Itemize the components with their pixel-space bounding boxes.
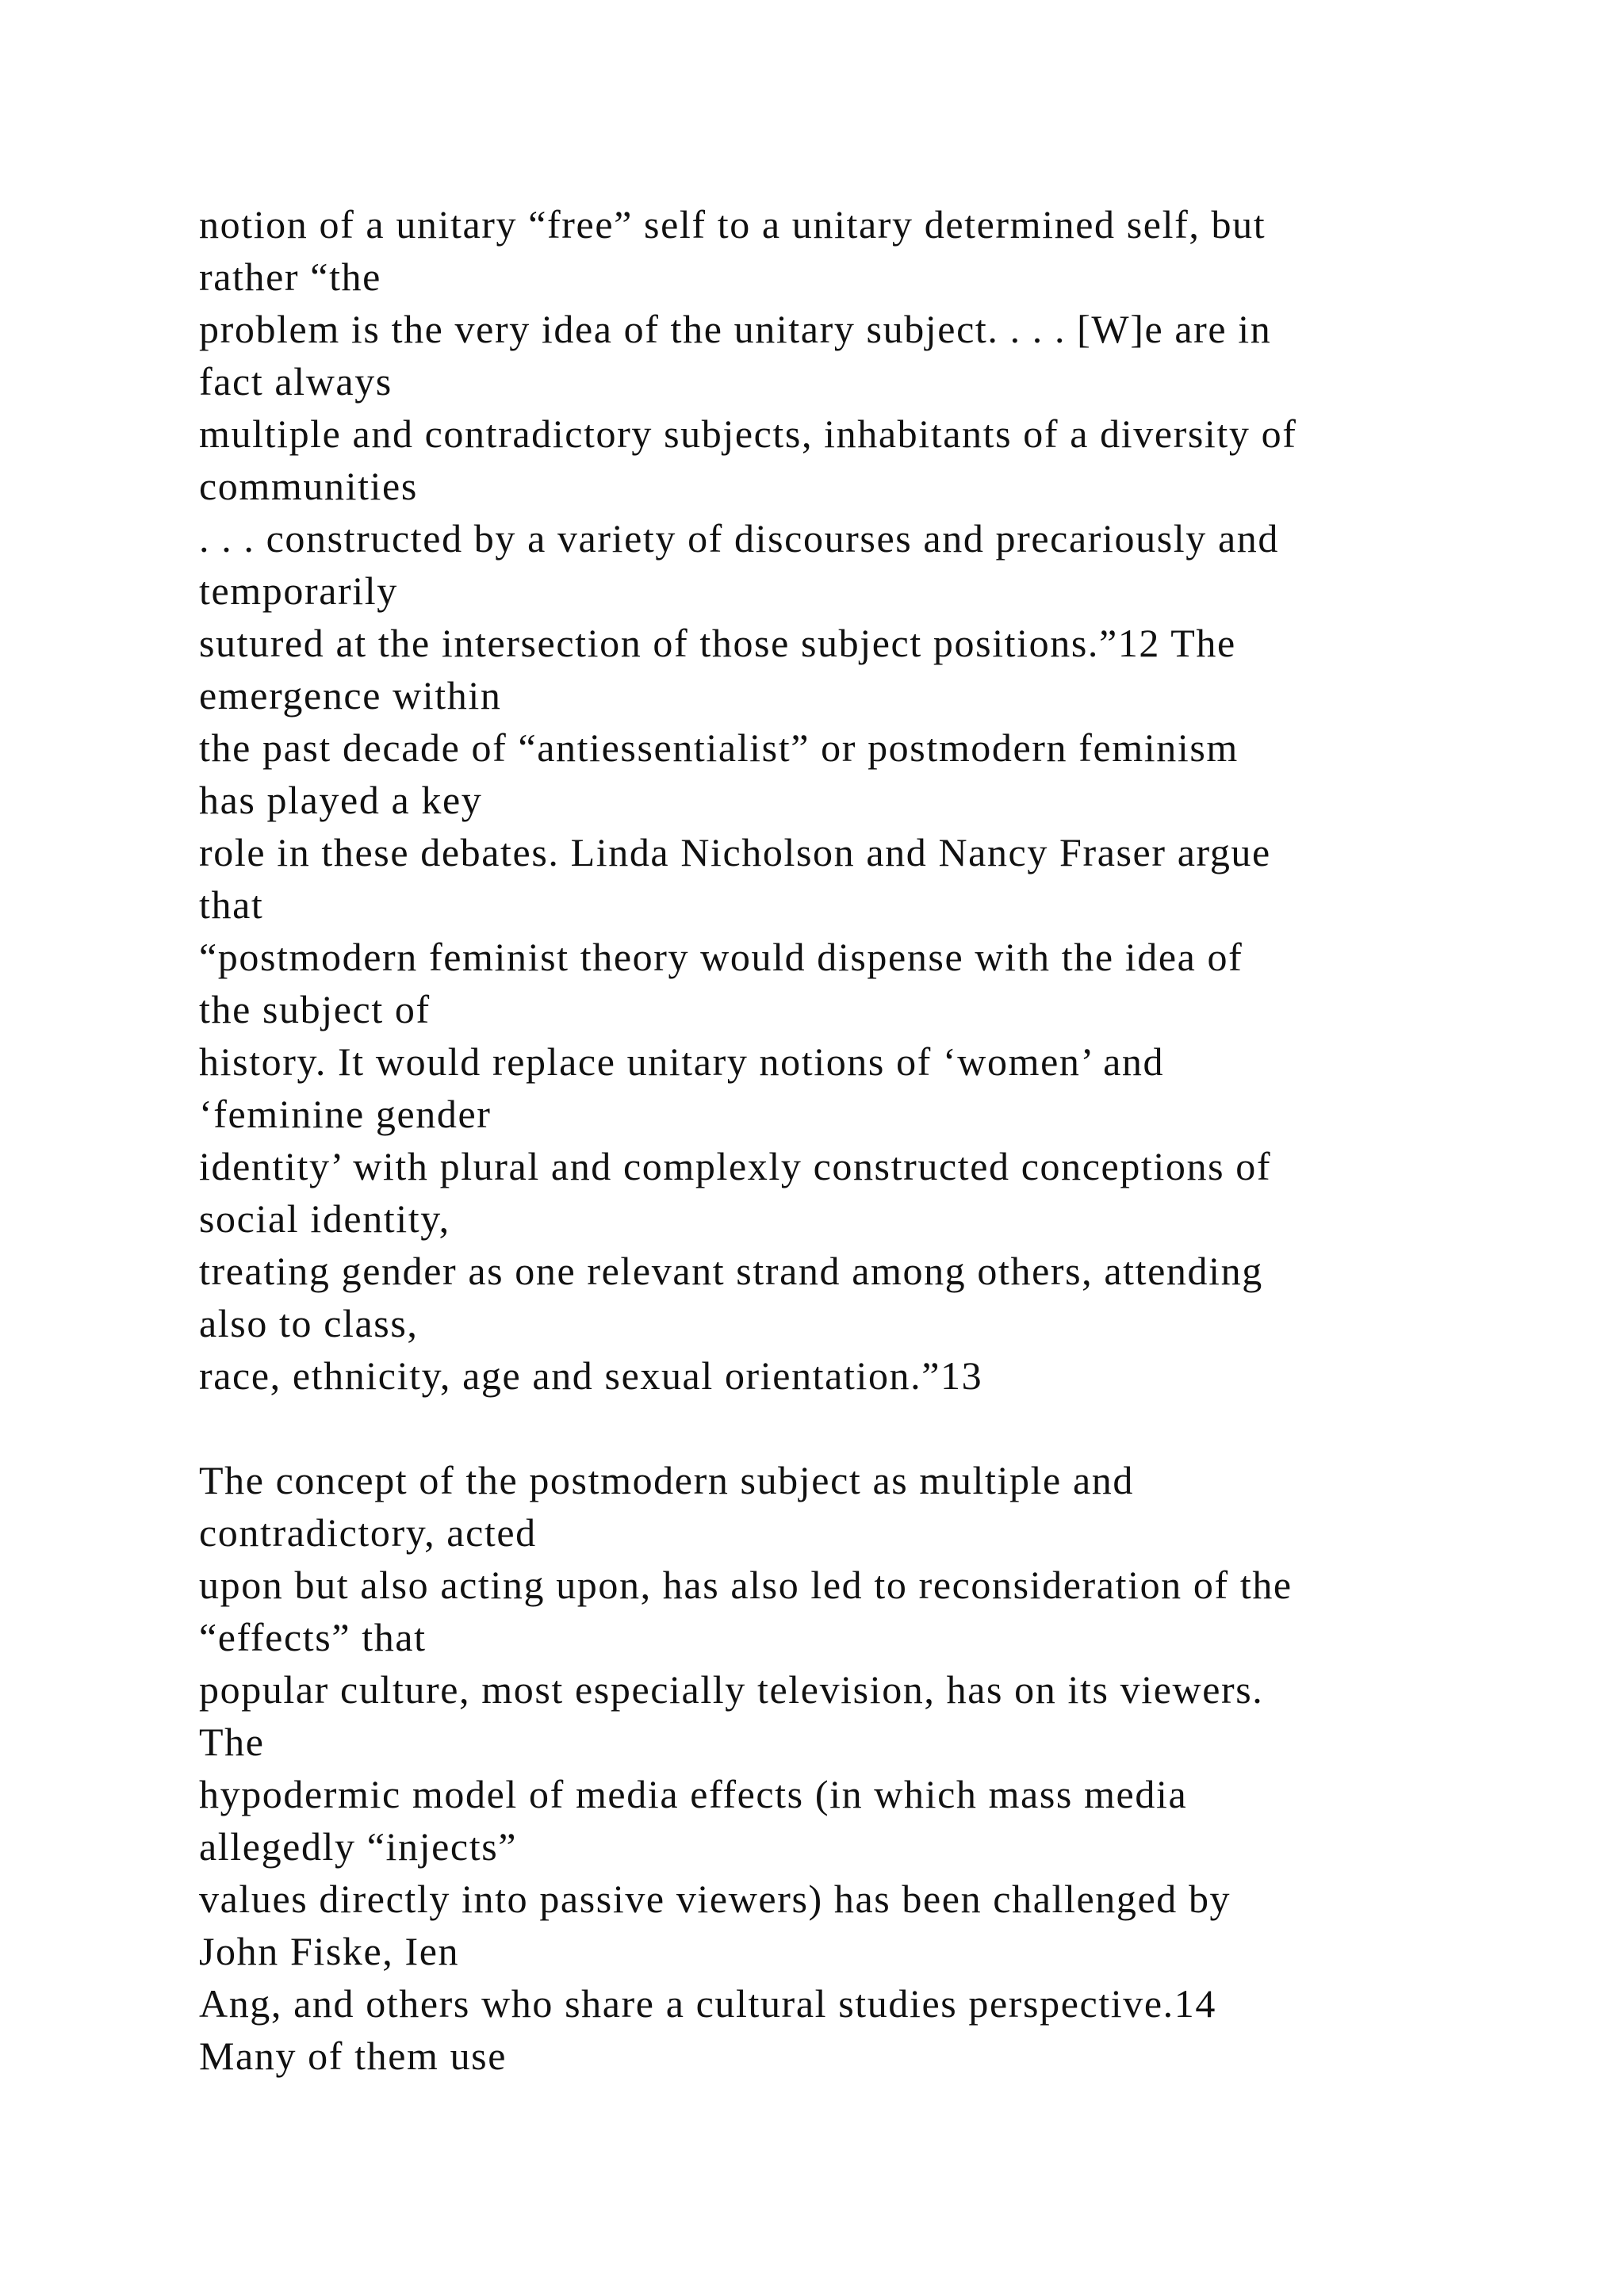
paragraph-spacer [199, 1402, 1547, 1454]
text-line: also to class, [199, 1301, 419, 1345]
text-line: treating gender as one relevant strand among others, attending [199, 1249, 1263, 1293]
text-line: hypodermic model of media effects (in which mass media [199, 1772, 1188, 1816]
text-line: Ang, and others who share a cultural studies perspective.14 [199, 1981, 1216, 2026]
body-text [199, 198, 1547, 2082]
text-line: upon but also acting upon, has also led to reconsideration of the [199, 1563, 1293, 1607]
text-line: multiple and contradictory subjects, inhabitants of a diversity of [199, 411, 1297, 456]
text-line: has played a key [199, 778, 483, 822]
text-line: John Fiske, Ien [199, 1929, 460, 1973]
text-line: “postmodern feminist theory would dispense with the idea of [199, 935, 1243, 979]
text-line: identity’ with plural and complexly constructed conceptions of [199, 1144, 1272, 1188]
text-line: the subject of [199, 987, 431, 1031]
text-line: values directly into passive viewers) has been challenged by [199, 1877, 1231, 1921]
paragraph-2 [199, 1454, 1547, 2082]
text-line: the past decade of “antiessentialist” or postmodern feminism [199, 725, 1239, 770]
text-line: . . . constructed by a variety of discourses and precariously and [199, 516, 1279, 561]
text-line: “effects” that [199, 1615, 427, 1659]
text-line: problem is the very idea of the unitary subject. . . . [W]e are in [199, 307, 1272, 351]
text-line: race, ethnicity, age and sexual orientation.”13 [199, 1353, 983, 1398]
text-line: rather “the [199, 254, 381, 299]
text-line: social identity, [199, 1196, 450, 1241]
text-line: ‘feminine gender [199, 1092, 492, 1136]
text-line: emergence within [199, 673, 502, 718]
text-line: allegedly “injects” [199, 1824, 518, 1869]
text-line: communities [199, 464, 418, 508]
text-line: role in these debates. Linda Nicholson and Nancy Fraser argue [199, 830, 1271, 874]
text-line: The [199, 1720, 265, 1764]
text-line: temporarily [199, 568, 398, 613]
text-line: popular culture, most especially television, has on its viewers. [199, 1667, 1264, 1712]
text-line: notion of a unitary “free” self to a unitary determined self, but [199, 202, 1266, 247]
text-line: fact always [199, 359, 393, 404]
paragraph-1 [199, 198, 1547, 1402]
text-line: Many of them use [199, 2034, 508, 2078]
text-line: history. It would replace unitary notions of ‘women’ and [199, 1039, 1165, 1084]
text-line: contradictory, acted [199, 1510, 537, 1555]
text-line: sutured at the intersection of those subject positions.”12 The [199, 621, 1236, 665]
text-line: The concept of the postmodern subject as multiple and [199, 1458, 1134, 1502]
text-line: that [199, 882, 264, 927]
